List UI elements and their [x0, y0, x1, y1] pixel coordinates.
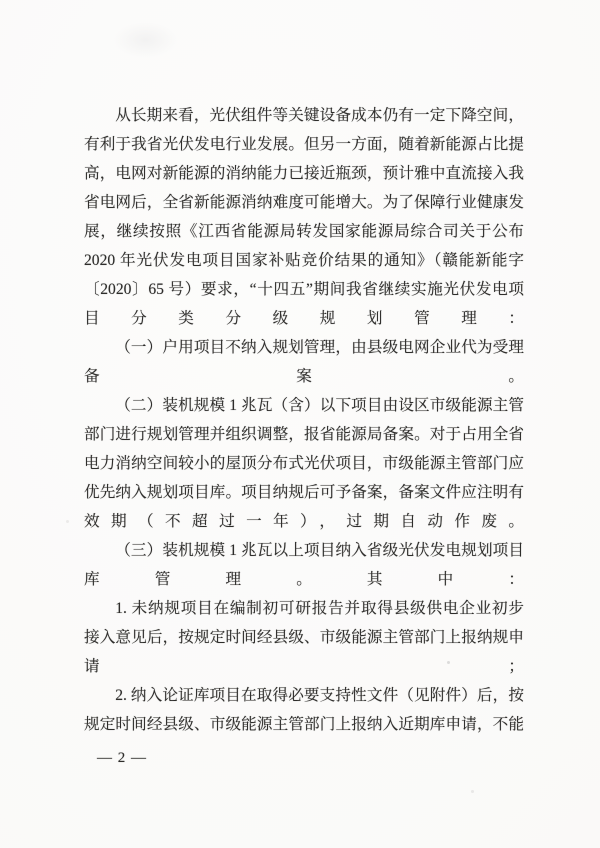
text-line: 〔2020〕65 号）要求，“十四五”期间我省继续实施光伏发电项 [84, 281, 524, 298]
text-line: （一）户用项目不纳入规划管理，由县级电网企业代为受理 [115, 339, 524, 356]
text-line: 电力消纳空间较小的屋顶分布式光伏项目，市级能源主管部门应 [84, 455, 524, 472]
text-line: （二）装机规模 1 兆瓦（含）以下项目由设区市级能源主管 [115, 397, 524, 414]
document-body [84, 101, 524, 739]
text-line: 目分类分级规划管理： [84, 310, 524, 327]
text-line: 从长期来看，光伏组件等关键设备成本仍有一定下降空间， [115, 107, 524, 124]
text-line: 省电网后，全省新能源消纳难度可能增大。为了保障行业健康发 [84, 194, 524, 211]
text-line: 高，电网对新能源的消纳能力已接近瓶颈，预计雅中直流接入我 [84, 165, 524, 182]
scan-speck [66, 520, 69, 523]
scan-smudge-artifact [103, 16, 188, 64]
text-line: 2020 年光伏发电项目国家补贴竞价结果的通知》（赣能新能字 [84, 252, 524, 269]
text-line: 展，继续按照《江西省能源局转发国家能源局综合司关于公布 [84, 223, 524, 240]
text-line: 规定时间经县级、市级能源主管部门上报纳入近期库申请，不能 [84, 716, 524, 733]
text-line: 备案。 [84, 368, 524, 385]
text-line: 请； [84, 658, 524, 675]
scan-speck [471, 790, 474, 793]
text-line: 有利于我省光伏发电行业发展。但另一方面，随着新能源占比提 [84, 136, 524, 153]
text-line: 接入意见后，按规定时间经县级、市级能源主管部门上报纳规申 [84, 629, 524, 646]
page-number: — 2 — [97, 750, 147, 766]
text-line: （三）装机规模 1 兆瓦以上项目纳入省级光伏发电规划项目 [115, 542, 524, 559]
text-line: 效期（不超过一年），过期自动作废。 [84, 513, 524, 530]
text-line: 库管理。其中： [84, 571, 524, 588]
text-line: 优先纳入规划项目库。项目纳规后可予备案，备案文件应注明有 [84, 484, 524, 501]
text-line: 2. 纳入论证库项目在取得必要支持性文件（见附件）后，按 [115, 687, 524, 704]
text-line: 1. 未纳规项目在编制初可研报告并取得县级供电企业初步 [115, 600, 524, 617]
text-line: 部门进行规划管理并组织调整，报省能源局备案。对于占用全省 [84, 426, 524, 443]
